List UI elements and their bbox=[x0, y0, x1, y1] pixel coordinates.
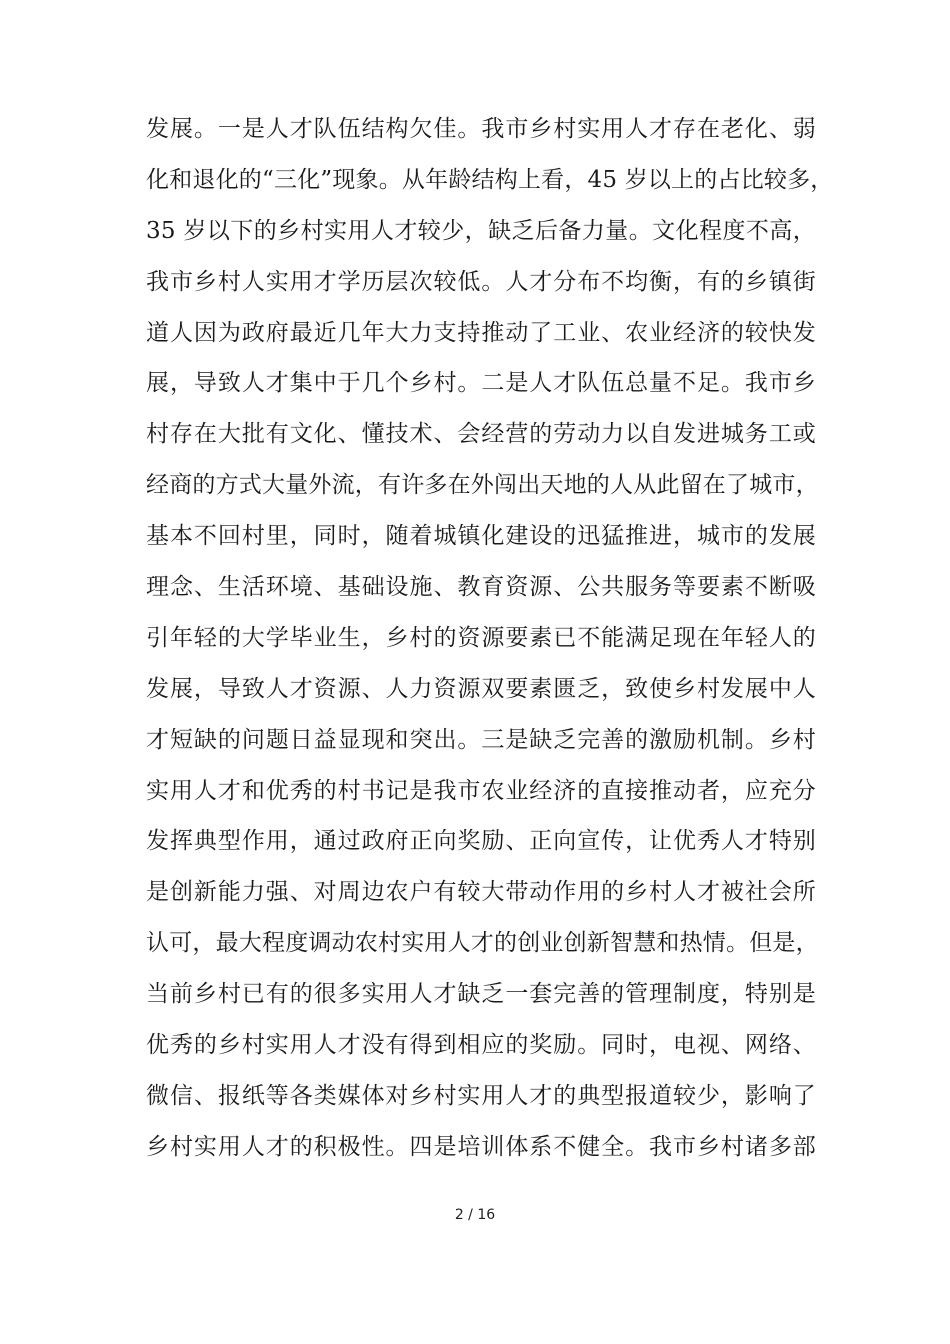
text-line: 优秀的乡村实用人才没有得到相应的奖励。同时，电视、网络、 bbox=[146, 1032, 816, 1059]
text-line: 乡村实用人才的积极性。四是培训体系不健全。我市乡村诸多部 bbox=[146, 1133, 816, 1160]
text-line: 发挥典型作用，通过政府正向奖励、正向宣传，让优秀人才特别 bbox=[146, 828, 816, 855]
text-line: 化和退化的“三化”现象。从年龄结构上看，45 岁以上的占比较多， bbox=[146, 166, 834, 193]
body-text bbox=[146, 104, 834, 1173]
text-line: 才短缺的问题日益显现和突出。三是缺乏完善的激励机制。乡村 bbox=[146, 726, 816, 753]
text-line: 实用人才和优秀的村书记是我市农业经济的直接推动者，应充分 bbox=[146, 777, 816, 804]
text-line: 展，导致人才集中于几个乡村。二是人才队伍总量不足。我市乡 bbox=[146, 370, 816, 397]
text-line: 基本不回村里，同时，随着城镇化建设的迅猛推进，城市的发展 bbox=[146, 523, 816, 550]
text-line: 微信、报纸等各类媒体对乡村实用人才的典型报道较少，影响了 bbox=[146, 1082, 816, 1109]
text-line: 发展。一是人才队伍结构欠佳。我市乡村实用人才存在老化、弱 bbox=[146, 116, 816, 142]
text-line: 发展，导致人才资源、人力资源双要素匮乏，致使乡村发展中人 bbox=[146, 675, 816, 702]
page-number: 2 / 16 bbox=[454, 1207, 496, 1223]
text-line: 理念、生活环境、基础设施、教育资源、公共服务等要素不断吸 bbox=[146, 574, 816, 601]
text-line: 35 岁以下的乡村实用人才较少，缺乏后备力量。文化程度不高， bbox=[146, 217, 816, 244]
text-line: 村存在大批有文化、懂技术、会经营的劳动力以自发进城务工或 bbox=[146, 421, 816, 448]
text-line: 是创新能力强、对周边农户有较大带动作用的乡村人才被社会所 bbox=[146, 879, 816, 906]
text-line: 经商的方式大量外流，有许多在外闯出天地的人从此留在了城市， bbox=[146, 472, 819, 499]
text-line: 我市乡村人实用才学历层次较低。人才分布不均衡，有的乡镇街 bbox=[146, 268, 816, 295]
text-line: 认可，最大程度调动农村实用人才的创业创新智慧和热情。但是， bbox=[146, 930, 819, 957]
text-line: 当前乡村已有的很多实用人才缺乏一套完善的管理制度，特别是 bbox=[146, 981, 816, 1008]
text-line: 道人因为政府最近几年大力支持推动了工业、农业经济的较快发 bbox=[146, 319, 816, 346]
text-line: 引年轻的大学毕业生，乡村的资源要素已不能满足现在年轻人的 bbox=[146, 624, 816, 651]
